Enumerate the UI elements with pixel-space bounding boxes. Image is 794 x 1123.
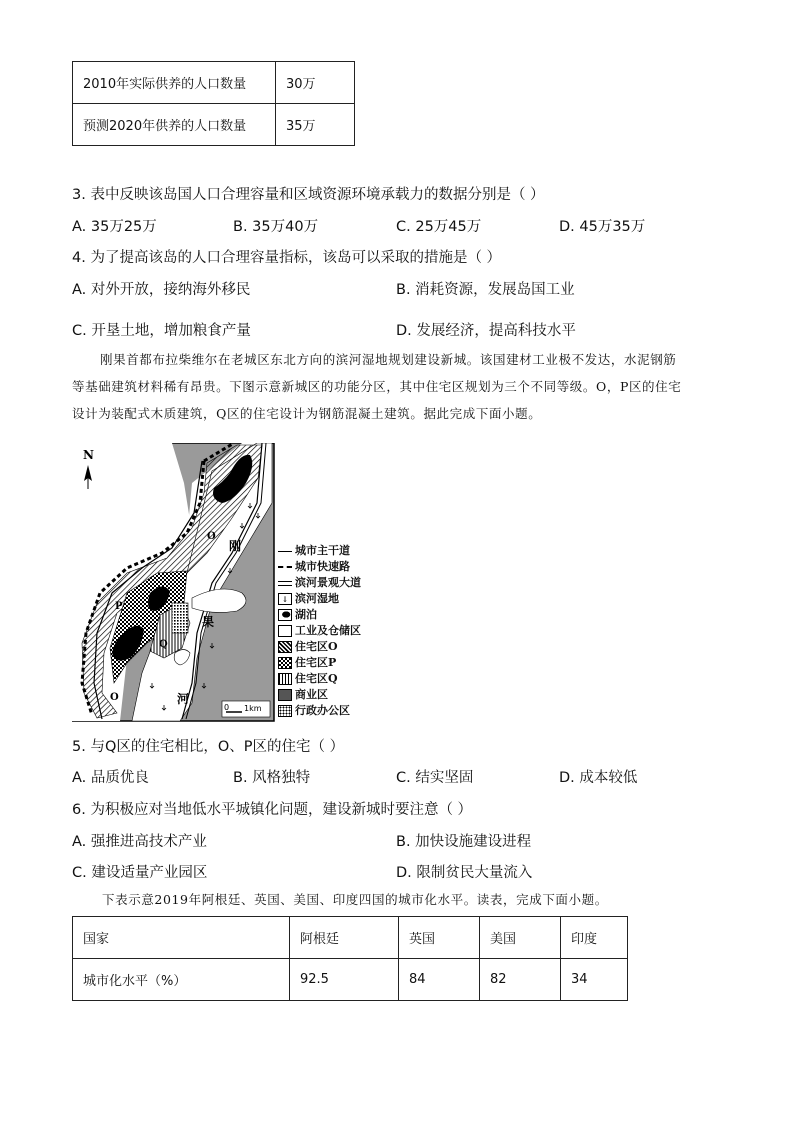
residential-q-swatch xyxy=(278,673,292,685)
q6-option-a: A. 强推进高技术产业 xyxy=(72,834,207,850)
table-intro: 下表示意2019年阿根廷、英国、美国、印度四国的城市化水平。读表，完成下面小题。 xyxy=(102,892,608,907)
q3-option-b: B. 35万40万 xyxy=(233,219,319,235)
q5-option-d: D. 成本较低 xyxy=(559,770,638,786)
avenue-swatch xyxy=(278,581,292,586)
table-header-cell: 印度 xyxy=(561,917,628,959)
table-header-cell: 美国 xyxy=(480,917,561,959)
zone-letter-o-2: O xyxy=(110,692,119,703)
legend-label: 湖泊 xyxy=(295,608,317,621)
table-cell: 34 xyxy=(561,959,628,1001)
table-header-cell: 英国 xyxy=(399,917,480,959)
river-char-he: 河 xyxy=(177,692,190,706)
urbanization-table xyxy=(72,916,628,1001)
q6-option-c: C. 建设适量产业园区 xyxy=(72,865,208,881)
legend-item xyxy=(278,687,361,703)
river-char-gang: 刚 xyxy=(229,539,242,553)
q5-option-a: A. 品质优良 xyxy=(72,770,149,786)
question-5-stem: 5. 与Q区的住宅相比，O、P区的住宅（ ） xyxy=(72,739,345,755)
legend-item xyxy=(278,623,361,639)
legend-item xyxy=(278,591,361,607)
legend-label: 滨河湿地 xyxy=(295,592,339,605)
legend-item xyxy=(278,671,361,687)
admin-swatch xyxy=(278,705,292,717)
question-3-stem: 3. 表中反映该岛国人口合理容量和区域资源环境承载力的数据分别是（ ） xyxy=(72,187,545,203)
q5-option-b: B. 风格独特 xyxy=(233,770,311,786)
q4-option-a: A. 对外开放，接纳海外移民 xyxy=(72,282,251,298)
table-cell-value: 35万 xyxy=(276,104,355,146)
legend-label: 城市快速路 xyxy=(295,560,350,573)
residential-o-swatch xyxy=(278,641,292,653)
table-cell: 84 xyxy=(399,959,480,1001)
passage-line: 刚果首都布拉柴维尔在老城区东北方向的滨河湿地规划建设新城。该国建材工业极不发达，水泥钢筋 xyxy=(100,352,677,367)
table-cell-label: 2010年实际供养的人口数量 xyxy=(73,62,276,104)
legend-item xyxy=(278,607,361,623)
scale-zero: 0 xyxy=(224,703,230,712)
table-cell: 92.5 xyxy=(290,959,399,1001)
question-6-stem: 6. 为积极应对当地低水平城镇化问题，建设新城时要注意（ ） xyxy=(72,802,473,818)
question-4-stem: 4. 为了提高该岛的人口合理容量指标，该岛可以采取的措施是（ ） xyxy=(72,250,502,266)
scale-label: 1km xyxy=(244,704,262,713)
legend-label: 住宅区Q xyxy=(295,672,338,685)
passage-line: 等基础建筑材料稀有昂贵。下图示意新城区的功能分区，其中住宅区规划为三个不同等级。O，P区的住宅 xyxy=(72,379,682,394)
q4-option-b: B. 消耗资源，发展岛国工业 xyxy=(396,282,575,298)
table-header-cell: 阿根廷 xyxy=(290,917,399,959)
commercial-swatch xyxy=(278,689,292,701)
zone-letter-p: P xyxy=(115,601,123,612)
table-cell-label: 预测2020年供养的人口数量 xyxy=(73,104,276,146)
legend-label: 滨河景观大道 xyxy=(295,576,361,589)
q3-option-c: C. 25万45万 xyxy=(396,219,482,235)
passage xyxy=(72,346,732,427)
passage-line: 设计为装配式木质建筑，Q区的住宅设计为钢筋混凝土建筑。据此完成下面小题。 xyxy=(72,406,542,421)
fast-road-swatch xyxy=(278,566,292,568)
table-cell: 城市化水平（%） xyxy=(73,959,290,1001)
q6-option-b: B. 加快设施建设进程 xyxy=(396,834,532,850)
legend-item xyxy=(278,703,361,719)
legend-label: 行政办公区 xyxy=(295,704,350,717)
map-legend xyxy=(278,543,361,719)
q3-option-d: D. 45万35万 xyxy=(559,219,646,235)
legend-label: 住宅区P xyxy=(295,656,337,669)
zone-letter-o: O xyxy=(207,531,216,542)
industrial-swatch xyxy=(278,625,292,637)
table-header-cell: 国家 xyxy=(73,917,290,959)
q4-option-c: C. 开垦土地，增加粮食产量 xyxy=(72,323,251,339)
legend-item xyxy=(278,639,361,655)
legend-item xyxy=(278,655,361,671)
wetland-swatch: ↓ xyxy=(278,593,292,605)
table-cell: 82 xyxy=(480,959,561,1001)
lake-swatch xyxy=(278,609,292,621)
q6-option-d: D. 限制贫民大量流入 xyxy=(396,865,533,881)
q3-option-a: A. 35万25万 xyxy=(72,219,157,235)
zone-letter-q: Q xyxy=(159,639,168,650)
legend-label: 住宅区O xyxy=(295,640,338,653)
table-cell-value: 30万 xyxy=(276,62,355,104)
q5-option-c: C. 结实坚固 xyxy=(396,770,474,786)
population-table xyxy=(72,61,355,146)
north-label: N xyxy=(83,448,94,462)
legend-label: 工业及仓储区 xyxy=(295,624,361,637)
legend-item xyxy=(278,575,361,591)
legend-item xyxy=(278,559,361,575)
legend-item xyxy=(278,543,361,559)
river-char-guo: 果 xyxy=(202,615,215,629)
q4-option-d: D. 发展经济，提高科技水平 xyxy=(396,323,576,339)
main-road-swatch xyxy=(278,551,292,552)
residential-p-swatch xyxy=(278,657,292,669)
legend-label: 商业区 xyxy=(295,688,328,701)
legend-label: 城市主干道 xyxy=(295,544,350,557)
